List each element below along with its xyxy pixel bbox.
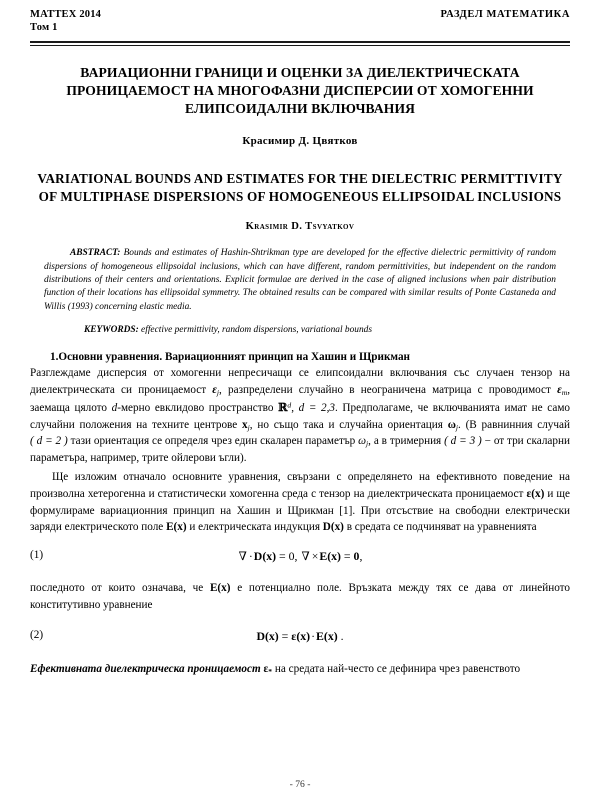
symbol-epsilon-j: ε — [212, 383, 217, 396]
volume-label: Том 1 — [30, 22, 58, 34]
symbol-real-space: ℝ — [278, 399, 288, 414]
journal-name: MATTEX 2014 — [30, 9, 102, 20]
equation-2-row — [30, 629, 570, 647]
symbol-epsilon-effective: ε — [263, 662, 269, 675]
section-heading — [30, 351, 570, 363]
keywords — [44, 325, 556, 335]
abstract-label: ABSTRACT: — [70, 248, 121, 259]
equation-1-equals-2: = — [340, 549, 354, 564]
p1-text-f: , — [291, 401, 299, 414]
running-header-right — [440, 8, 570, 21]
title-bulgarian: ВАРИАЦИОННИ ГРАНИЦИ И ОЦЕНКИ ЗА ДИЕЛЕКТРИЧЕСКАТА ПРОНИЦАЕМОСТ НА МНОГОФАЗНИ ДИСПЕРСИИ ОТ ХОМОГЕННИ ЕЛИПСОИДАЛНИ ВКЛЮЧВАНИЯ — [66, 65, 534, 117]
paragraph-4 — [30, 661, 570, 678]
page-footer: - 76 - — [289, 779, 311, 790]
symbol-x-j-sub: j — [247, 422, 250, 432]
symbol-E-of-x: E(x) — [209, 582, 231, 595]
paragraph-3 — [30, 580, 570, 614]
equation-2-end: . — [337, 628, 344, 643]
p1-text-m: , а в тримерния — [368, 435, 445, 448]
symbol-D-of-x: D(x) — [253, 549, 277, 564]
author-bulgarian: Красимир Д. Цвятков — [242, 135, 358, 148]
abstract — [44, 247, 556, 314]
p2-text-d: в средата се подчиняват на уравненията — [343, 521, 537, 534]
equation-1-body — [30, 549, 570, 564]
equation-1-number: (1) — [30, 549, 44, 562]
section-title: Основни уравнения. Вариационният принцип на Хашин и Щрикман — [58, 351, 410, 364]
title-english: VARIATIONAL BOUNDS AND ESTIMATES FOR THE DIELECTRIC PERMITTIVITY OF MULTIPHASE DISPERSIONS OF HOMOGENEOUS ELLIPSOIDAL INCLUSIONS — [37, 171, 563, 204]
p1-text-e: -мерно евклидово пространство — [117, 401, 279, 414]
p1-text-b: , разпределени случайно в неограничена матрица с проводимост — [219, 383, 558, 396]
symbol-epsilon-of-x: ε(x) — [526, 487, 545, 500]
equation-1-rhs-1: = 0 — [276, 549, 295, 564]
header-rule — [30, 41, 570, 46]
nabla-icon: ∇ — [301, 549, 310, 564]
symbol-omega-scalar-sub: j — [366, 439, 369, 449]
p3-text-b: е потенциално поле. Връзката между тях се дава от линейното конститутивно уравнение — [30, 582, 570, 611]
running-header — [30, 8, 570, 34]
author-english: Krasimir D. Tsvyatkov — [245, 221, 355, 233]
dot-operator-icon: · — [311, 628, 316, 643]
p2-text-a: Ще изложим отначало основните уравнения, свързани с определянето на ефективното поведение на произволна хетерогенна и статистически хомогенна среда с тензор на диелектрическата проницаемост — [30, 470, 570, 500]
symbol-omega-j: ω — [447, 418, 456, 431]
symbol-zero-vector: 0 — [353, 549, 360, 564]
symbol-epsilon-j-sub: j — [216, 388, 220, 398]
p1-text-l: тази ориентация се определя чрез един скаларен параметър — [67, 435, 359, 448]
paragraph-2 — [30, 469, 570, 536]
p4-text-b: на средата най-често се дефинира чрез равенството — [272, 662, 521, 675]
p1-text-c: , заемаща цялото — [30, 383, 571, 414]
keywords-label: KEYWORDS: — [84, 325, 139, 336]
symbol-epsilon-m-sub: m — [561, 388, 568, 398]
symbol-real-space-exp: d — [287, 400, 292, 410]
symbol-E-of-x: E(x) — [319, 549, 341, 564]
p2-text-b: и ще формулираме вариационния принцип на Хашин и Щрикман [1]. При отсъствие на свободни електрически заряди електрическото поле — [30, 487, 571, 534]
equation-1-end: , — [359, 549, 363, 564]
symbol-D-of-x: D(x) — [256, 628, 279, 643]
symbol-omega-j-sub: j — [455, 422, 458, 432]
symbol-D-of-x: D(x) — [322, 521, 344, 534]
keywords-text: effective permittivity, random dispersions, variational bounds — [138, 325, 373, 336]
equation-1-row — [30, 549, 570, 567]
p1-text-j: . (В равнинния случай — [458, 418, 570, 431]
p1-text-i: , но също така и случайна ориентация — [249, 418, 448, 431]
p1-text-a: Разглеждаме дисперсия от хомогенни непресичащи се елипсоидални включвания със случаен тензор на диелектрическата си проницаемост — [30, 367, 570, 396]
symbol-d-equals-3: ( d = 3 ) — [444, 435, 482, 448]
nabla-icon: ∇ — [238, 549, 247, 564]
equation-2-equals: = — [278, 628, 292, 643]
dot-operator-icon: · — [248, 549, 253, 564]
symbol-x-j: x — [242, 418, 248, 431]
symbol-E-of-x: E(x) — [166, 521, 187, 534]
symbol-d: d — [111, 401, 118, 414]
p2-text-c: и електрическата индукция — [186, 521, 323, 534]
p3-text-a: последното от които означава, че — [30, 582, 210, 595]
equation-2-body — [30, 629, 570, 644]
cross-product-icon: × — [311, 549, 319, 564]
running-header-left — [30, 8, 101, 34]
symbol-d-equals-2: ( d = 2 ) — [30, 435, 68, 448]
equation-2-number: (2) — [30, 628, 44, 641]
symbol-epsilon-effective-sub: * — [268, 666, 273, 676]
paragraph-1 — [30, 365, 570, 467]
p4-text-a: Ефективната диелектрическа проницаемост — [30, 662, 264, 675]
symbol-epsilon-of-x: ε(x) — [291, 628, 311, 643]
section-number: 1. — [50, 351, 59, 364]
p1-text-o: − от три скаларни параметъра, например, трите ойлерови ъгли). — [30, 435, 570, 465]
p1-text-h: . Предполагаме, че включванията имат не само случайни положения на техните центрове — [30, 401, 570, 431]
symbol-E-of-x: E(x) — [316, 628, 338, 643]
symbol-omega-scalar: ω — [358, 435, 367, 448]
symbol-epsilon-m: ε — [557, 383, 562, 396]
symbol-d-values: d = 2,3 — [298, 401, 335, 414]
equation-1-separator: , — [294, 549, 301, 564]
section-name: РАЗДЕЛ МАТЕМАТИКА — [440, 9, 570, 20]
abstract-text: Bounds and estimates of Hashin-Shtrikman type are developed for the effective dielectric permittivity of random dispersions of homogeneous ellipsoidal inclusions, which can have different, random permittivities, but independent on the random distributions of their centers and orientations. Explicit formulae are derived in the case of aligned inclusions when pair distribution function of their locations has ellipsoidal symmetry. The obtained results can be compared with similar results of Ponte Castaneda and Willis (1993) concerning elastic media. — [44, 248, 556, 312]
